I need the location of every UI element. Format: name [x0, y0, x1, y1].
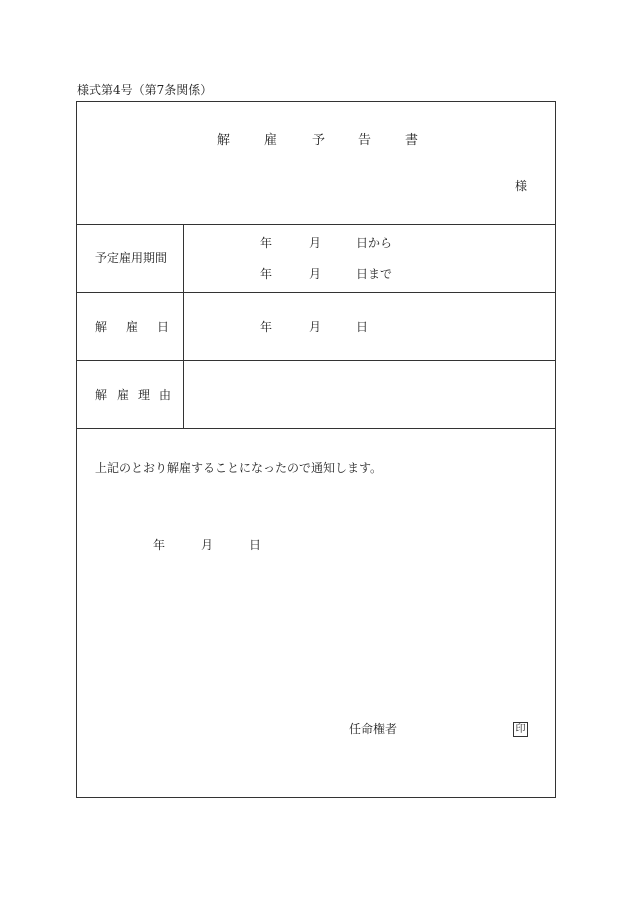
period-label: 予定雇用期間	[95, 251, 168, 265]
reason-label-char-2: 雇	[117, 388, 130, 402]
period-to-month: 月	[309, 267, 322, 281]
dismissal-year: 年	[260, 320, 273, 334]
signer-label: 任命権者	[349, 722, 398, 736]
title-char-3: 予	[312, 133, 326, 148]
reason-label-char-4: 由	[159, 388, 172, 402]
dismissal-date-label-char-1: 解	[95, 320, 108, 334]
notice-day: 日	[249, 538, 262, 552]
title-char-1: 解	[217, 133, 231, 148]
notice-year: 年	[153, 538, 166, 552]
dismissal-month: 月	[309, 320, 322, 334]
row-divider	[77, 360, 555, 361]
row-divider	[77, 428, 555, 429]
addressee-suffix: 様	[515, 179, 528, 193]
notice-month: 月	[201, 538, 214, 552]
dismissal-date-label-char-3: 日	[157, 320, 170, 334]
dismissal-day: 日	[356, 320, 369, 334]
row-divider	[77, 224, 555, 225]
row-divider	[77, 292, 555, 293]
dismissal-notice-form	[76, 101, 556, 798]
reason-label-char-3: 理	[138, 388, 151, 402]
period-to-day: 日まで	[356, 267, 393, 281]
label-column-divider	[183, 224, 184, 428]
title-char-4: 告	[358, 133, 372, 148]
reason-label-char-1: 解	[95, 388, 108, 402]
title-char-2: 雇	[264, 133, 278, 148]
period-from-month: 月	[309, 236, 322, 250]
dismissal-date-label-char-2: 雇	[126, 320, 139, 334]
notice-text: 上記のとおり解雇することになったので通知します。	[95, 461, 383, 475]
form-number-label: 様式第4号（第7条関係）	[77, 83, 213, 97]
title-char-5: 書	[405, 133, 419, 148]
period-from-day: 日から	[356, 236, 393, 250]
seal-mark: 印	[513, 722, 528, 737]
period-to-year: 年	[260, 267, 273, 281]
period-from-year: 年	[260, 236, 273, 250]
